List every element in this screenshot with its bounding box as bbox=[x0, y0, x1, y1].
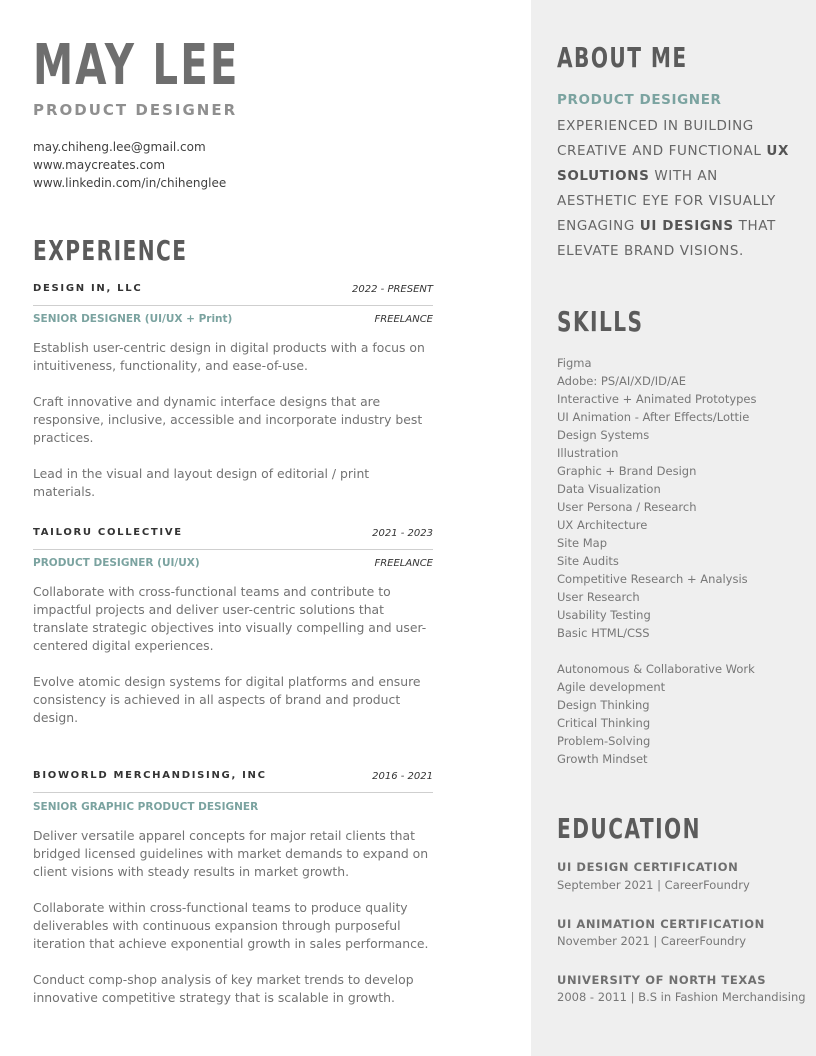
skill-item: Graphic + Brand Design bbox=[557, 464, 697, 478]
email-link[interactable]: may.chiheng.lee@gmail.com bbox=[33, 140, 206, 154]
skill-item: Design Systems bbox=[557, 428, 650, 442]
education-title: UI DESIGN CERTIFICATION bbox=[557, 860, 739, 874]
job-paragraph: Establish user-centric design in digital products with a focus on intuitiveness, functionality, and ease-of-use. bbox=[33, 340, 425, 373]
website-link[interactable]: www.maycreates.com bbox=[33, 158, 166, 172]
skill-item: Data Visualization bbox=[557, 482, 661, 496]
skill-item: Autonomous & Collaborative Work bbox=[557, 662, 755, 676]
skills-heading: SKILLS bbox=[557, 305, 644, 338]
about-text-bold: UI DESIGNS bbox=[639, 218, 734, 234]
job-role: PRODUCT DESIGNER (UI/UX) bbox=[33, 557, 200, 569]
job-dates: 2022 - PRESENT bbox=[352, 284, 433, 295]
skill-item: UX Architecture bbox=[557, 518, 648, 532]
job-paragraph: Deliver versatile apparel concepts for major retail clients that bridged licensed guidelines with market demands to expand on client visions with steady results in market growth. bbox=[33, 828, 429, 879]
job-type: FREELANCE bbox=[374, 558, 433, 569]
about-text-part: THAT ELEVATE BRAND VISIONS. bbox=[557, 218, 776, 259]
job-paragraph: Evolve atomic design systems for digital platforms and ensure consistency is achieved in all aspects of brand and product design. bbox=[33, 674, 421, 725]
divider bbox=[33, 549, 433, 550]
skill-item: Figma bbox=[557, 356, 592, 370]
divider bbox=[33, 305, 433, 306]
education-detail: November 2021 | CareerFoundry bbox=[557, 934, 747, 948]
about-heading: ABOUT ME bbox=[557, 41, 688, 74]
job-dates: 2021 - 2023 bbox=[372, 528, 433, 539]
skill-item: User Research bbox=[557, 590, 640, 604]
linkedin-link[interactable]: www.linkedin.com/in/chihenglee bbox=[33, 176, 227, 190]
skill-item: Interactive + Animated Prototypes bbox=[557, 392, 757, 406]
skill-item: Problem-Solving bbox=[557, 734, 651, 748]
job-role: SENIOR DESIGNER (UI/UX + Print) bbox=[33, 313, 233, 325]
skill-item: User Persona / Research bbox=[557, 500, 697, 514]
divider bbox=[33, 792, 433, 793]
job-company: TAILORU COLLECTIVE bbox=[33, 527, 183, 538]
education-detail: September 2021 | CareerFoundry bbox=[557, 878, 750, 892]
job-paragraph: Collaborate with cross-functional teams and contribute to impactful projects and deliver user-centric solutions that translate strategic objectives into visually compelling and user-centered digital experiences. bbox=[33, 584, 427, 653]
job-company: DESIGN IN, LLC bbox=[33, 283, 143, 294]
skill-item: Usability Testing bbox=[557, 608, 651, 622]
skills-spacer bbox=[557, 642, 757, 660]
skill-item: Basic HTML/CSS bbox=[557, 626, 650, 640]
skill-item: UI Animation - After Effects/Lottie bbox=[557, 410, 750, 424]
education-heading: EDUCATION bbox=[557, 812, 701, 845]
skill-item: Growth Mindset bbox=[557, 752, 648, 766]
about-text-bold: UX SOLUTIONS bbox=[557, 143, 789, 184]
contact-info bbox=[33, 138, 226, 192]
job-company: BIOWORLD MERCHANDISING, INC bbox=[33, 770, 267, 781]
skill-item: Agile development bbox=[557, 680, 666, 694]
skill-item: Adobe: PS/AI/XD/ID/AE bbox=[557, 374, 687, 388]
education-title: UI ANIMATION CERTIFICATION bbox=[557, 917, 765, 931]
job-paragraph: Craft innovative and dynamic interface designs that are responsive, inclusive, accessible and incorporate industry best practices. bbox=[33, 394, 423, 445]
skill-item: Critical Thinking bbox=[557, 716, 651, 730]
job-type: FREELANCE bbox=[374, 314, 433, 325]
skill-item: Design Thinking bbox=[557, 698, 650, 712]
experience-heading: EXPERIENCE bbox=[33, 234, 188, 267]
skill-item: Illustration bbox=[557, 446, 619, 460]
about-text bbox=[557, 114, 797, 264]
job-paragraph: Lead in the visual and layout design of editorial / print materials. bbox=[33, 466, 370, 499]
job-paragraph: Collaborate within cross-functional teams to produce quality deliverables with continuous expansion through purposeful iteration that achieve exponential growth in sales performance. bbox=[33, 900, 429, 951]
job-role: SENIOR GRAPHIC PRODUCT DESIGNER bbox=[33, 801, 259, 813]
about-text-part: WITH AN AESTHETIC EYE FOR VISUALLY ENGAGING bbox=[557, 168, 776, 234]
candidate-title: PRODUCT DESIGNER bbox=[33, 101, 238, 119]
job-dates: 2016 - 2021 bbox=[372, 771, 433, 782]
skill-item: Site Audits bbox=[557, 554, 619, 568]
skill-item: Competitive Research + Analysis bbox=[557, 572, 748, 586]
about-text-part: EXPERIENCED IN BUILDING CREATIVE AND FUNCTIONAL bbox=[557, 118, 767, 159]
education-detail: 2008 - 2011 | B.S in Fashion Merchandising bbox=[557, 990, 806, 1004]
education-title: UNIVERSITY OF NORTH TEXAS bbox=[557, 973, 767, 987]
about-role: PRODUCT DESIGNER bbox=[557, 92, 722, 108]
skills-list bbox=[557, 354, 757, 768]
job-paragraph: Conduct comp-shop analysis of key market trends to develop innovative competitive strategy that is scalable in growth. bbox=[33, 972, 414, 1005]
candidate-name: MAY LEE bbox=[33, 33, 240, 98]
skill-item: Site Map bbox=[557, 536, 608, 550]
